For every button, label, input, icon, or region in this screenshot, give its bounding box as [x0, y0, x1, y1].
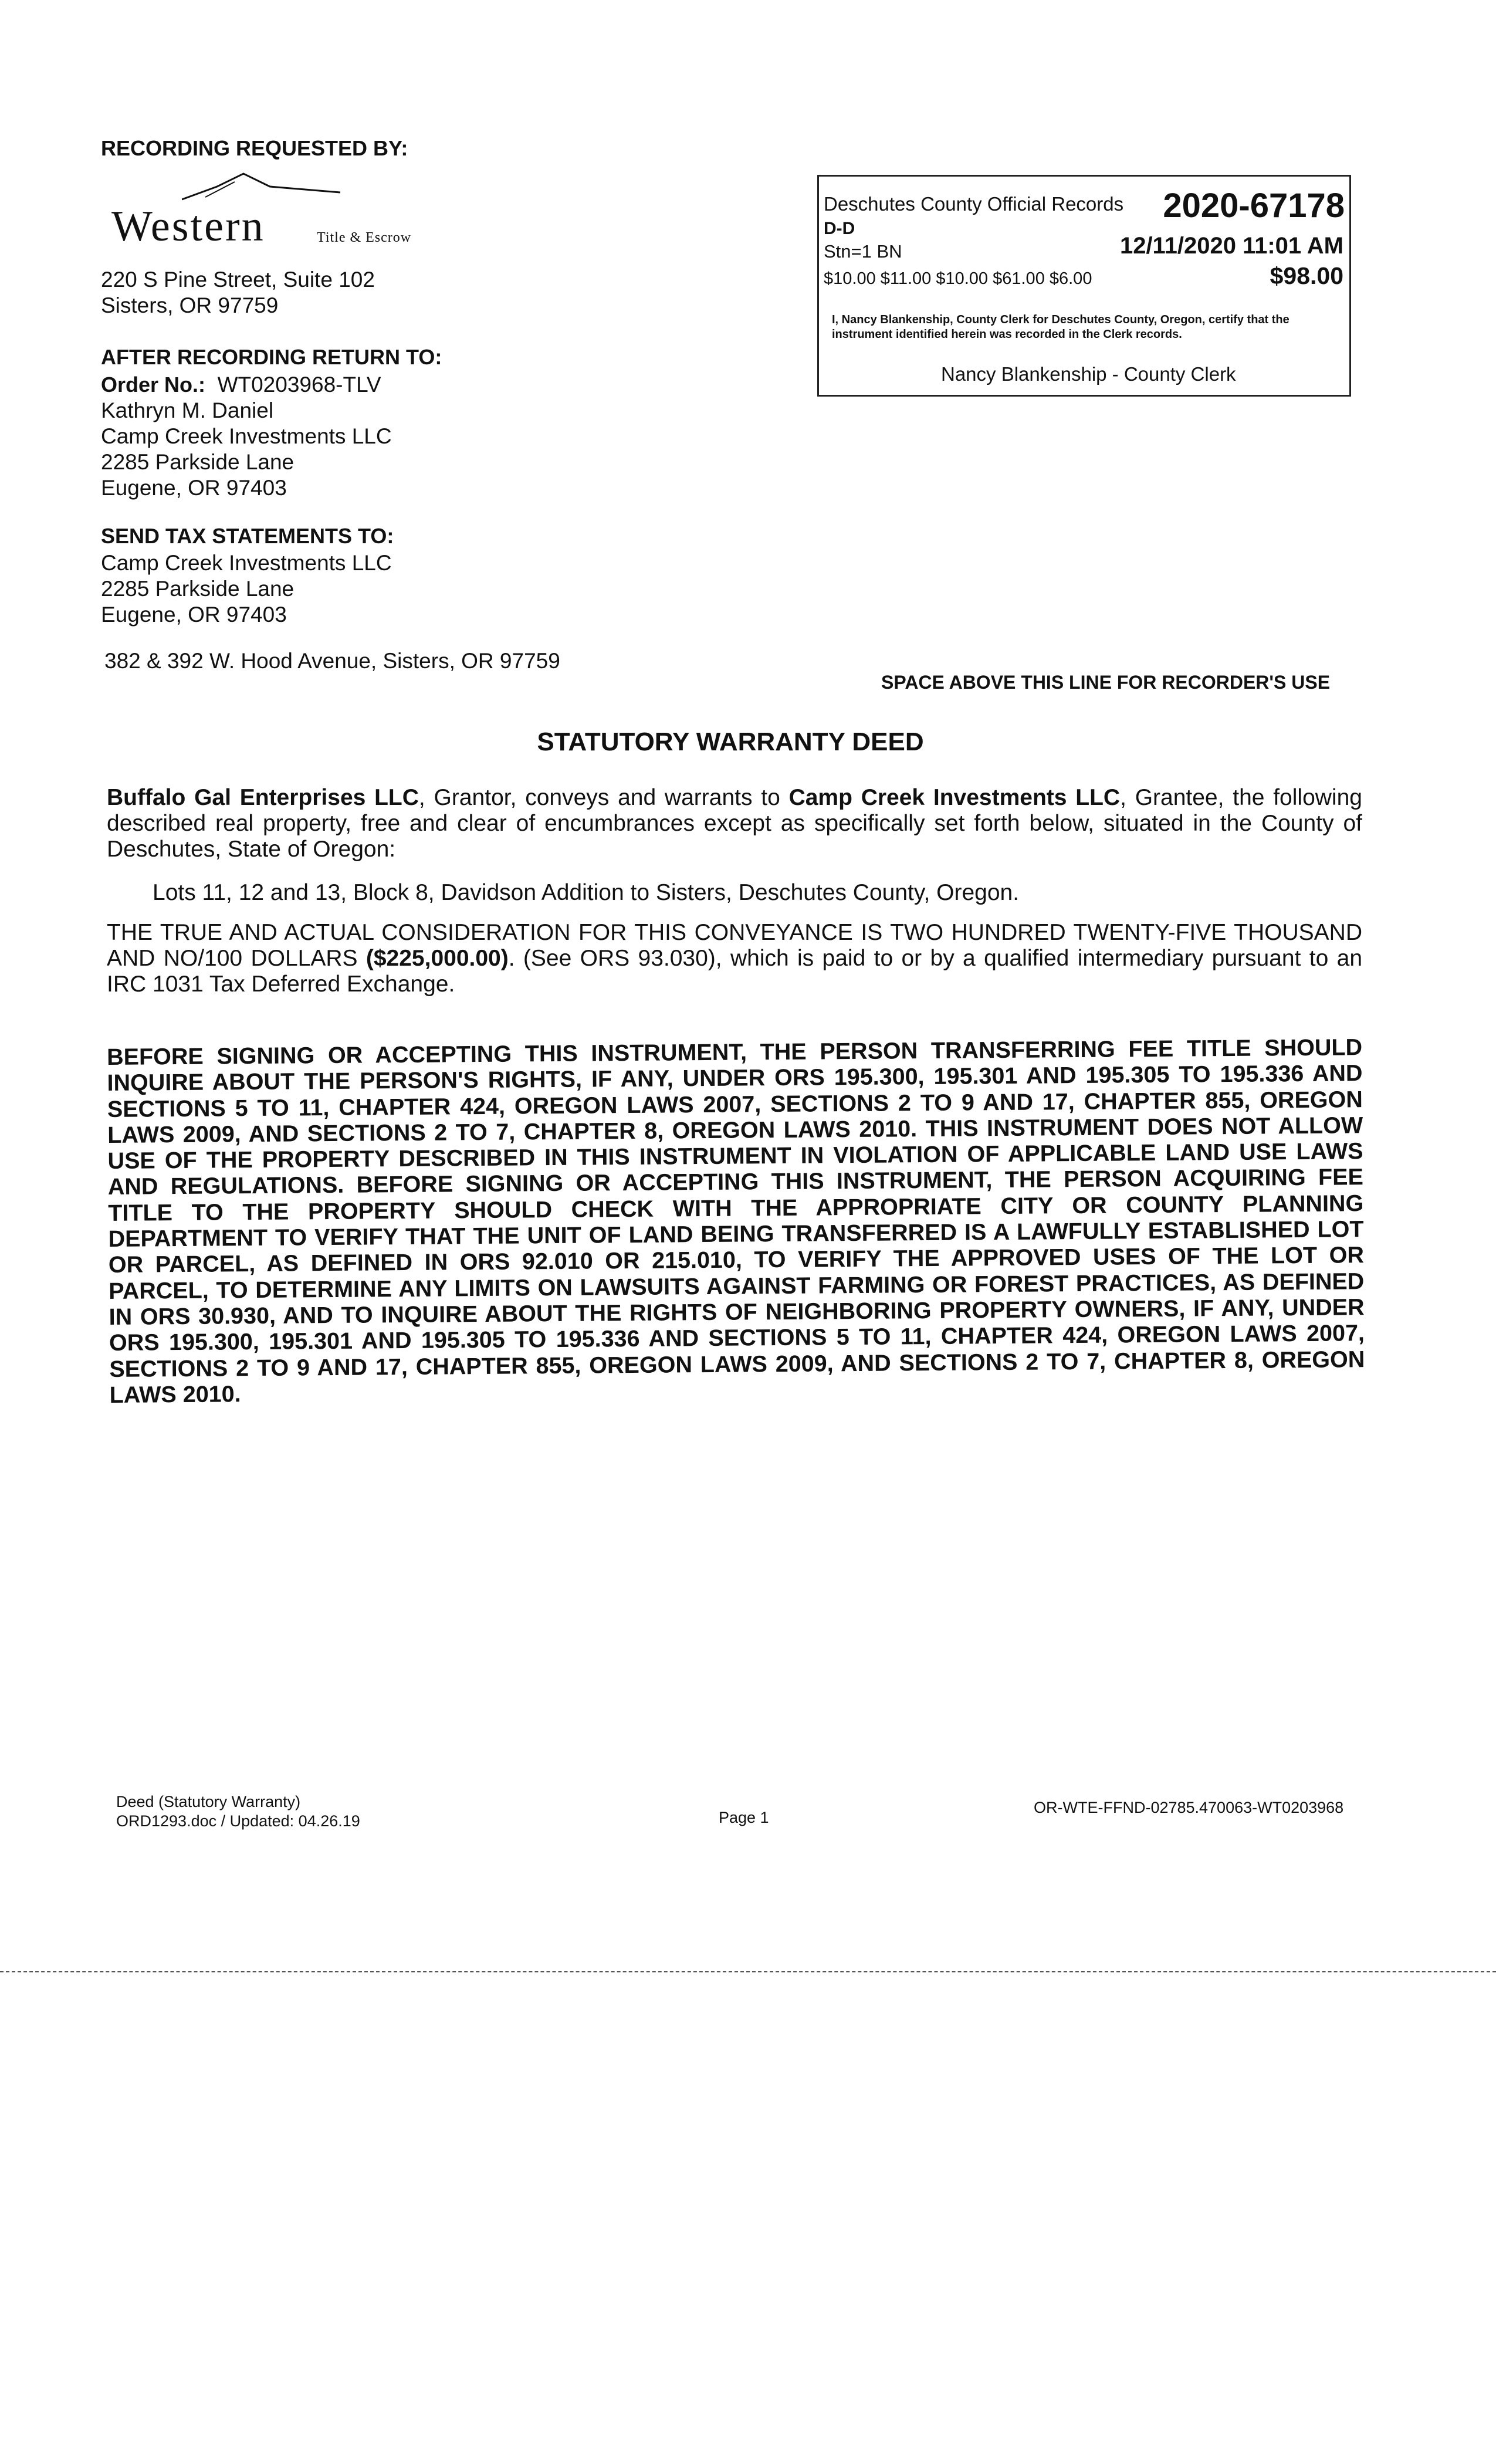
station-id: Stn=1 BN [824, 241, 902, 262]
order-number: WT0203968-TLV [217, 373, 381, 397]
form-file: ORD1293.doc / Updated: 04.26.19 [116, 1812, 360, 1830]
address-line: Camp Creek Investments LLC [101, 551, 392, 575]
address-line: Camp Creek Investments LLC [101, 424, 392, 448]
conveyance-paragraph [107, 785, 1362, 862]
consideration-text: THE TRUE AND ACTUAL CONSIDERATION FOR THIS CONVEYANCE IS TWO HUNDRED TWENTY-FIVE THOUSAND AND NO/100 DOLLARS [107, 920, 1362, 971]
address-line: 2285 Parkside Lane [101, 577, 295, 601]
footer-form-info [116, 1792, 360, 1831]
return-to-block [101, 372, 392, 501]
clerk-certification: I, Nancy Blankenship, County Clerk for Deschutes County, Oregon, certify that the instrument identified herein was recorded in the Clerk records. [832, 313, 1289, 341]
address-line: Kathryn M. Daniel [101, 398, 274, 422]
record-number: 2020-67178 [1163, 187, 1345, 225]
tax-statements-block [101, 550, 392, 628]
recorded-datetime: 12/11/2020 11:01 AM [1119, 233, 1343, 259]
file-reference: OR-WTE-FFND-02785.470063-WT0203968 [1034, 1799, 1344, 1816]
clerk-signature: Nancy Blankenship - County Clerk [941, 363, 1236, 385]
address-line: 2285 Parkside Lane [101, 450, 295, 474]
consideration-paragraph [107, 920, 1362, 997]
address-line: 220 S Pine Street, Suite 102 [101, 268, 375, 292]
tax-statements-label: SEND TAX STATEMENTS TO: [101, 524, 394, 548]
legal-description: Lots 11, 12 and 13, Block 8, Davidson Addition to Sisters, Deschutes County, Oregon. [153, 880, 1020, 905]
order-number-label: Order No.: [101, 373, 206, 397]
recorder-office: Deschutes County Official Records [824, 193, 1124, 215]
consideration-amount: ($225,000.00) [365, 946, 509, 971]
page-bottom-rule [0, 1971, 1496, 1972]
consideration-text: . (See ORS 93.030), which is paid to or by a qualified intermediary pursuant to an IRC 1031 Tax Deferred Exchange. [107, 946, 1363, 997]
logo-wordmark: Western [111, 202, 265, 251]
fee-breakdown: $10.00 $11.00 $10.00 $61.00 $6.00 [824, 269, 1092, 288]
company-address [101, 267, 375, 319]
recording-requested-by-label: RECORDING REQUESTED BY: [101, 136, 408, 160]
page-title: STATUTORY WARRANTY DEED [537, 727, 924, 756]
return-to-label: AFTER RECORDING RETURN TO: [101, 345, 442, 369]
fee-total: $98.00 [1270, 262, 1343, 289]
form-name: Deed (Statutory Warranty) [116, 1793, 301, 1810]
grantor-name: Buffalo Gal Enterprises LLC [107, 785, 419, 810]
recorder-use-note: SPACE ABOVE THIS LINE FOR RECORDER'S USE [881, 672, 1331, 693]
address-line: Eugene, OR 97403 [101, 603, 287, 627]
deed-body [107, 785, 1362, 997]
logo-tagline: Title & Escrow [317, 230, 412, 245]
conveyance-text: , Grantee, the following described real property, free and clear of encumbrances except as specifically set forth below, situated in the County of Deschutes, State of Oregon: [107, 785, 1362, 862]
address-line: Eugene, OR 97403 [101, 476, 287, 500]
property-address: 382 & 392 W. Hood Avenue, Sisters, OR 97759 [104, 649, 560, 673]
statutory-warning: BEFORE SIGNING OR ACCEPTING THIS INSTRUMENT, THE PERSON TRANSFERRING FEE TITLE SHOULD INQUIRE ABOUT THE PERSON'S RIGHTS, IF ANY, UNDER ORS 195.300, 195.301 AND 195.305 TO 195.336 AND SECTIONS 5 TO 11, CHAPTER 424, OREGON LAWS 2007, SECTIONS 2 TO 9 AND 17, CHAPTER 855, OREGON LAWS 2009, AND SECTIONS 2 TO 7, CHAPTER 8, OREGON LAWS 2010. THIS INSTRUMENT DOES NOT ALLOW USE OF THE PROPERTY DESCRIBED IN THIS INSTRUMENT IN VIOLATION OF APPLICABLE LAND USE LAWS AND REGULATIONS. BEFORE SIGNING OR ACCEPTING THIS INSTRUMENT, THE PERSON ACQUIRING FEE TITLE TO THE PROPERTY SHOULD CHECK WITH THE APPROPRIATE CITY OR COUNTY PLANNING DEPARTMENT TO VERIFY THAT THE UNIT OF LAND BEING TRANSFERRED IS A LAWFULLY ESTABLISHED LOT OR PARCEL, AS DEFINED IN ORS 92.010 OR 215.010, TO VERIFY THE APPROVED USES OF THE LOT OR PARCEL, TO DETERMINE ANY LIMITS ON LAWSUITS AGAINST FARMING OR FOREST PRACTICES, AS DEFINED IN ORS 30.930, AND TO INQUIRE ABOUT THE RIGHTS OF NEIGHBORING PROPERTY OWNERS, IF ANY, UNDER ORS 195.300, 195.301 AND 195.305 TO 195.336 AND SECTIONS 5 TO 11, CHAPTER 424, OREGON LAWS 2007, SECTIONS 2 TO 9 AND 17, CHAPTER 855, OREGON LAWS 2009, AND SECTIONS 2 TO 7, CHAPTER 8, OREGON LAWS 2010. [107, 1034, 1365, 1408]
recorder-stamp-box [817, 175, 1351, 397]
western-logo [111, 169, 463, 257]
conveyance-text: , Grantor, conveys and warrants to [418, 785, 789, 810]
document-type: D-D [824, 219, 855, 238]
grantee-name: Camp Creek Investments LLC [788, 785, 1121, 810]
page-number: Page 1 [719, 1809, 769, 1826]
address-line: Sisters, OR 97759 [101, 293, 279, 317]
